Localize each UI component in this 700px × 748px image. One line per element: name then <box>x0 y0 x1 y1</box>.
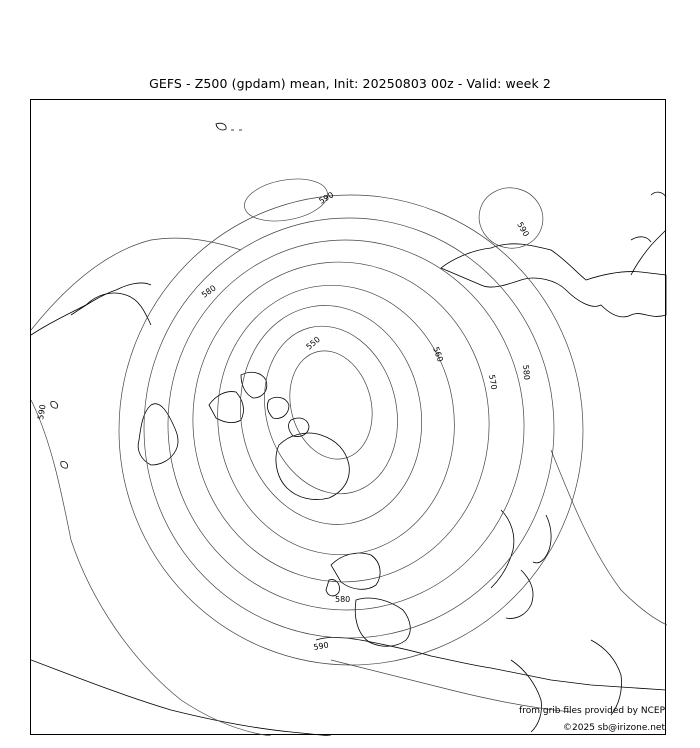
copyright-notice: ©2025 sb@irizone.net <box>563 723 665 733</box>
polar-map <box>30 99 666 735</box>
contour-label: 580 <box>521 364 532 381</box>
map-canvas <box>31 100 667 736</box>
contour-labels <box>36 190 531 652</box>
contour-label: 560 <box>431 345 445 364</box>
contour-label: 550 <box>304 334 322 352</box>
contour-label: 580 <box>199 283 218 300</box>
contour-label: 580 <box>335 595 351 604</box>
contour-label: 590 <box>312 640 330 652</box>
height-contours <box>31 173 667 736</box>
contour-label: 590 <box>317 190 336 206</box>
map-title: GEFS - Z500 (gpdam) mean, Init: 20250803 00z - Valid: week 2 <box>149 76 551 91</box>
contour-label: 570 <box>487 373 499 391</box>
contour-label: 590 <box>36 403 48 421</box>
contour-label: 590 <box>515 220 531 239</box>
data-provider-credit: from grib files provided by NCEP <box>519 706 665 716</box>
coastlines <box>31 123 666 736</box>
